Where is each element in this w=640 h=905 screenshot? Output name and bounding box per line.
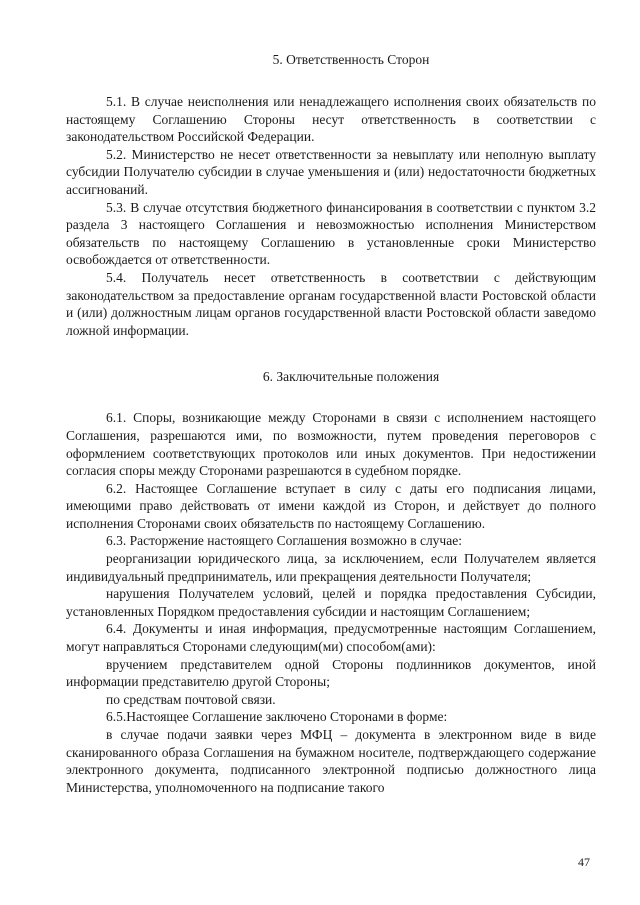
paragraph-6-5-mfc: в случае подачи заявки через МФЦ – документа в электронном виде в виде сканированного образа Соглашения на бумажном носителе, подтверждающего содержание электронного документа, подписанного электронной подписью должностного лица Министерства, уполномоченного на подписание такого [66, 727, 596, 795]
paragraph-5-1: 5.1. В случае неисполнения или ненадлежащего исполнения своих обязательств по настоящему Соглашению Стороны несут ответственность в соответствии с законодательством Российской Федерации. [66, 94, 596, 145]
section-5-title: 5. Ответственность Сторон [272, 52, 430, 67]
paragraph-5-2: 5.2. Министерство не несет ответственности за невыплату или неполную выплату субсидии Получателю субсидии в случае уменьшения и (или) недостаточности бюджетных ассигнований. [66, 146, 596, 197]
paragraph-6-3-violation: нарушения Получателем условий, целей и порядка предоставления Субсидии, установленных Порядком предоставления субсидии и настоящим Соглашением; [66, 586, 596, 619]
paragraph-6-3-reorganization: реорганизации юридического лица, за исключением, если Получателем является индивидуальный предприниматель, или прекращения деятельности Получателя; [66, 551, 596, 584]
paragraph-6-4-postal: по средствам почтовой связи. [106, 691, 276, 707]
paragraph-6-1: 6.1. Споры, возникающие между Сторонами в связи с исполнением настоящего Соглашения, разрешаются ими, по возможности, путем проведения переговоров с оформлением соответствующих протоколов или иных документов. При недостижении согласия споры между Сторонами разрешаются в судебном порядке. [66, 410, 596, 479]
paragraph-5-4: 5.4. Получатель несет ответственность в соответствии с действующим законодательством за предоставление органам государственной власти Ростовской области и (или) должностным лицам органов государственной власти Ростовской области заведомо ложной информации. [66, 269, 596, 338]
paragraph-6-5: 6.5.Настоящее Соглашение заключено Сторонами в форме: [106, 709, 448, 725]
document-page [66, 50, 596, 796]
page-number: 47 [578, 855, 590, 869]
section-6-body [66, 409, 596, 796]
paragraph-6-2: 6.2. Настоящее Соглашение вступает в силу с даты его подписания лицами, имеющими право действовать от имени каждой из Сторон, и действует до полного исполнения Сторонами своих обязательств по настоящему Соглашению. [66, 480, 596, 531]
paragraph-5-3: 5.3. В случае отсутствия бюджетного финансирования в соответствии с пунктом 3.2 раздела 3 настоящего Соглашения и невозможностью исполнения Министерством обязательств по настоящему Соглашению в установленные сроки Министерство освобождается от ответственности. [66, 199, 596, 268]
paragraph-6-3: 6.3. Расторжение настоящего Соглашения возможно в случае: [106, 533, 462, 549]
paragraph-6-4-delivery: вручением представителем одной Стороны подлинников документов, иной информации представителю другой Стороны; [66, 656, 596, 690]
section-5-body [66, 93, 596, 339]
paragraph-6-4: 6.4. Документы и иная информация, предусмотренные настоящим Соглашением, могут направляться Сторонами следующим(ми) способом(ами): [66, 621, 596, 655]
section-6-title: 6. Заключительные положения [262, 369, 440, 385]
